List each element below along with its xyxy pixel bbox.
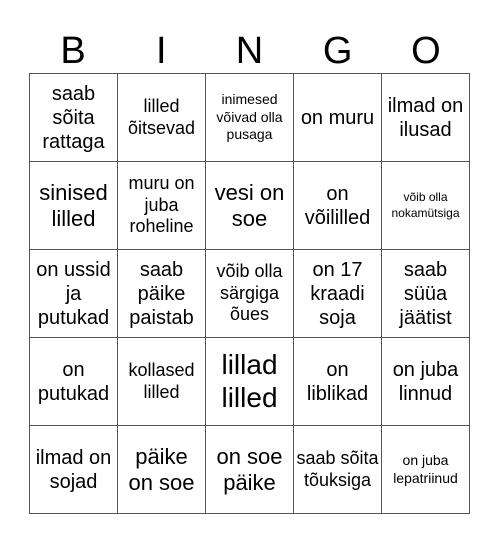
bingo-cell[interactable]: muru on juba roheline xyxy=(118,162,206,250)
bingo-cell[interactable]: saab sõita tõuksiga xyxy=(294,426,382,514)
header-letter-i: I xyxy=(156,29,167,72)
bingo-cell[interactable]: sinised lilled xyxy=(30,162,118,250)
header-letter-o: O xyxy=(411,29,441,72)
header-letter-n: N xyxy=(235,29,264,72)
bingo-cell[interactable]: ilmad on sojad xyxy=(30,426,118,514)
bingo-cell[interactable]: on soe päike xyxy=(206,426,294,514)
bingo-cell[interactable]: lilled õitsevad xyxy=(118,74,206,162)
bingo-cell[interactable]: saab sõita rattaga xyxy=(30,74,118,162)
bingo-cell[interactable]: kollased lilled xyxy=(118,338,206,426)
bingo-cell[interactable]: on võililled xyxy=(294,162,382,250)
bingo-cell[interactable]: lillad lilled xyxy=(206,338,294,426)
bingo-cell[interactable]: inimesed võivad olla pusaga xyxy=(206,74,294,162)
bingo-cell[interactable]: on putukad xyxy=(30,338,118,426)
bingo-cell[interactable]: on juba lepatriinud xyxy=(382,426,470,514)
bingo-cell[interactable]: on 17 kraadi soja xyxy=(294,250,382,338)
bingo-cell[interactable]: võib olla nokamütsiga xyxy=(382,162,470,250)
bingo-header xyxy=(29,28,470,74)
bingo-cell[interactable]: vesi on soe xyxy=(206,162,294,250)
bingo-cell[interactable]: on muru xyxy=(294,74,382,162)
header-letter-b: B xyxy=(60,29,86,72)
bingo-cell[interactable]: on liblikad xyxy=(294,338,382,426)
bingo-cell[interactable]: saab süüa jäätist xyxy=(382,250,470,338)
bingo-cell[interactable]: võib olla särgiga õues xyxy=(206,250,294,338)
header-letter-g: G xyxy=(322,29,353,72)
bingo-card-grid xyxy=(29,73,470,514)
bingo-cell[interactable]: saab päike paistab xyxy=(118,250,206,338)
bingo-cell[interactable]: on ussid ja putukad xyxy=(30,250,118,338)
bingo-cell[interactable]: on juba linnud xyxy=(382,338,470,426)
bingo-cell[interactable]: ilmad on ilusad xyxy=(382,74,470,162)
bingo-cell[interactable]: päike on soe xyxy=(118,426,206,514)
